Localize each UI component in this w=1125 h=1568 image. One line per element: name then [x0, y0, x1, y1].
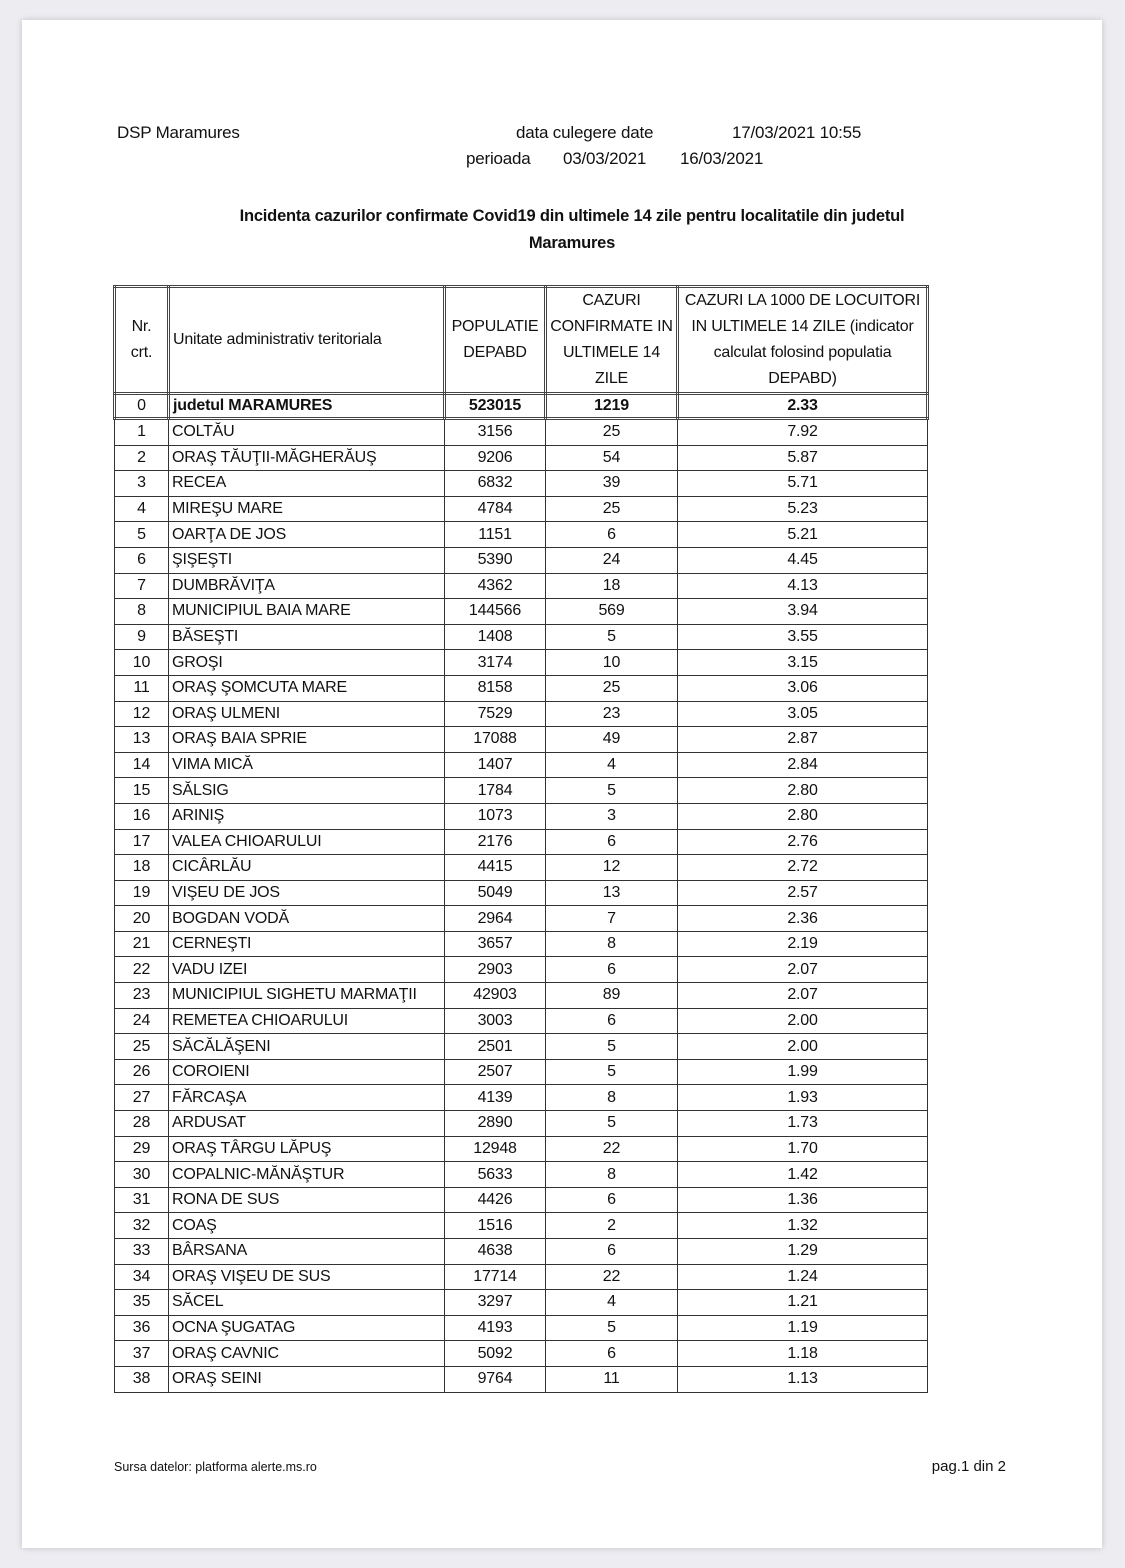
- cell-population: 5049: [445, 880, 546, 906]
- collection-date-label: data culegere date: [516, 123, 654, 142]
- cell-cases: 25: [546, 675, 678, 701]
- table-row: [115, 1085, 928, 1111]
- cell-population: 3156: [445, 419, 546, 446]
- cell-rate: 3.15: [678, 650, 928, 676]
- period-end: 16/03/2021: [680, 149, 764, 168]
- table-row: [115, 1341, 928, 1367]
- cell-name: SĂCEL: [169, 1290, 445, 1316]
- cell-rate: 5.71: [678, 471, 928, 497]
- cell-nr: 6: [115, 547, 169, 573]
- cell-rate: 1.73: [678, 1111, 928, 1137]
- cell-nr: 19: [115, 880, 169, 906]
- document-page: [22, 20, 1102, 1548]
- cell-nr: 15: [115, 778, 169, 804]
- cell-population: 2176: [445, 829, 546, 855]
- table-row: [115, 445, 928, 471]
- cell-nr: 16: [115, 803, 169, 829]
- cell-rate: 5.87: [678, 445, 928, 471]
- cell-population: 7529: [445, 701, 546, 727]
- cell-cases: 6: [546, 1239, 678, 1265]
- cell-population: 2964: [445, 906, 546, 932]
- cell-population: 12948: [445, 1136, 546, 1162]
- cell-cases: 25: [546, 419, 678, 446]
- table-row: [115, 855, 928, 881]
- table-row: [115, 1008, 928, 1034]
- cell-population: 1516: [445, 1213, 546, 1239]
- cell-cases: 10: [546, 650, 678, 676]
- table-row: [115, 1290, 928, 1316]
- cell-rate: 2.07: [678, 983, 928, 1009]
- cell-nr: 1: [115, 419, 169, 446]
- cell-cases: 24: [546, 547, 678, 573]
- table-row: [115, 624, 928, 650]
- cell-rate: 4.13: [678, 573, 928, 599]
- cell-cases: 7: [546, 906, 678, 932]
- cell-population: 2501: [445, 1034, 546, 1060]
- table-row: [115, 957, 928, 983]
- cell-cases: 5: [546, 1059, 678, 1085]
- cell-nr: 9: [115, 624, 169, 650]
- data-source-note: Sursa datelor: platforma alerte.ms.ro: [114, 1460, 317, 1474]
- cell-name: REMETEA CHIOARULUI: [169, 1008, 445, 1034]
- cell-cases: 13: [546, 880, 678, 906]
- cell-name: COAŞ: [169, 1213, 445, 1239]
- table-row: [115, 1239, 928, 1265]
- cell-rate: 2.36: [678, 906, 928, 932]
- cell-rate: 2.00: [678, 1034, 928, 1060]
- table-row: [115, 1315, 928, 1341]
- cell-rate: 3.06: [678, 675, 928, 701]
- table-row: [115, 931, 928, 957]
- cell-population: 4784: [445, 496, 546, 522]
- cell-rate: 1.18: [678, 1341, 928, 1367]
- cell-cases: 4: [546, 1290, 678, 1316]
- cell-rate: 2.07: [678, 957, 928, 983]
- cell-rate: 1.13: [678, 1366, 928, 1392]
- cell-cases: 5: [546, 624, 678, 650]
- cell-name: ORAŞ VIŞEU DE SUS: [169, 1264, 445, 1290]
- cell-rate: 2.33: [678, 394, 928, 419]
- cell-population: 2890: [445, 1111, 546, 1137]
- cell-nr: 33: [115, 1239, 169, 1265]
- cell-name: ARINIŞ: [169, 803, 445, 829]
- total-row: [115, 394, 928, 419]
- cell-nr: 29: [115, 1136, 169, 1162]
- cell-cases: 6: [546, 1341, 678, 1367]
- cell-name: RONA DE SUS: [169, 1187, 445, 1213]
- cell-nr: 31: [115, 1187, 169, 1213]
- table-row: [115, 701, 928, 727]
- cell-name: COPALNIC-MĂNĂŞTUR: [169, 1162, 445, 1188]
- cell-cases: 2: [546, 1213, 678, 1239]
- cell-cases: 6: [546, 829, 678, 855]
- cell-name: COROIENI: [169, 1059, 445, 1085]
- table-row: [115, 650, 928, 676]
- cell-name: ORAŞ CAVNIC: [169, 1341, 445, 1367]
- cell-name: RECEA: [169, 471, 445, 497]
- cell-cases: 5: [546, 1034, 678, 1060]
- table-row: [115, 471, 928, 497]
- cell-name: BÂRSANA: [169, 1239, 445, 1265]
- table-row: [115, 496, 928, 522]
- cell-cases: 6: [546, 1187, 678, 1213]
- cell-cases: 5: [546, 1111, 678, 1137]
- collection-datetime: 17/03/2021 10:55: [732, 123, 862, 142]
- cell-population: 17714: [445, 1264, 546, 1290]
- cell-rate: 2.00: [678, 1008, 928, 1034]
- cell-name: ORAŞ TĂUŢII-MĂGHERĂUŞ: [169, 445, 445, 471]
- cell-population: 3297: [445, 1290, 546, 1316]
- column-header-nr: Nr. crt.: [115, 287, 169, 394]
- title-line-1: Incidenta cazurilor confirmate Covid19 din ultimele 14 zile pentru localitatile din judetul: [239, 207, 905, 225]
- cell-rate: 5.23: [678, 496, 928, 522]
- cell-cases: 22: [546, 1136, 678, 1162]
- cell-name: ORAŞ ŞOMCUTA MARE: [169, 675, 445, 701]
- cell-rate: 1.70: [678, 1136, 928, 1162]
- cell-nr: 14: [115, 752, 169, 778]
- table-row: [115, 803, 928, 829]
- cell-population: 3657: [445, 931, 546, 957]
- cell-nr: 26: [115, 1059, 169, 1085]
- cell-cases: 8: [546, 1162, 678, 1188]
- table-row: [115, 983, 928, 1009]
- table-row: [115, 752, 928, 778]
- table-row: [115, 1264, 928, 1290]
- cell-cases: 8: [546, 1085, 678, 1111]
- cell-name: OARŢA DE JOS: [169, 522, 445, 548]
- cell-population: 4415: [445, 855, 546, 881]
- cell-nr: 17: [115, 829, 169, 855]
- cell-name: FĂRCAŞA: [169, 1085, 445, 1111]
- cell-population: 1407: [445, 752, 546, 778]
- table-row: [115, 522, 928, 548]
- cell-cases: 18: [546, 573, 678, 599]
- cell-nr: 22: [115, 957, 169, 983]
- cell-population: 3003: [445, 1008, 546, 1034]
- cell-name: CERNEŞTI: [169, 931, 445, 957]
- cell-nr: 20: [115, 906, 169, 932]
- cell-name: judetul MARAMURES: [169, 394, 445, 419]
- cell-rate: 1.24: [678, 1264, 928, 1290]
- cell-population: 17088: [445, 727, 546, 753]
- cell-nr: 12: [115, 701, 169, 727]
- cell-population: 9206: [445, 445, 546, 471]
- cell-nr: 24: [115, 1008, 169, 1034]
- table-row: [115, 1213, 928, 1239]
- cell-rate: 3.94: [678, 599, 928, 625]
- column-header-rate: CAZURI LA 1000 DE LOCUITORI IN ULTIMELE 14 ZILE (indicator calculat folosind populatia DEPABD): [678, 287, 928, 394]
- cell-cases: 5: [546, 1315, 678, 1341]
- cell-rate: 4.45: [678, 547, 928, 573]
- incidence-table: [113, 285, 929, 1393]
- cell-nr: 35: [115, 1290, 169, 1316]
- cell-rate: 2.76: [678, 829, 928, 855]
- title-line-2: Maramures: [528, 234, 616, 252]
- cell-nr: 7: [115, 573, 169, 599]
- cell-nr: 2: [115, 445, 169, 471]
- cell-cases: 89: [546, 983, 678, 1009]
- cell-cases: 4: [546, 752, 678, 778]
- cell-cases: 6: [546, 522, 678, 548]
- cell-cases: 569: [546, 599, 678, 625]
- cell-name: MUNICIPIUL SIGHETU MARMAŢII: [169, 983, 445, 1009]
- report-title: [132, 203, 1012, 257]
- column-header-population: POPULATIE DEPABD: [445, 287, 546, 394]
- cell-cases: 6: [546, 957, 678, 983]
- cell-cases: 54: [546, 445, 678, 471]
- cell-rate: 2.72: [678, 855, 928, 881]
- table-row: [115, 419, 928, 446]
- cell-name: DUMBRĂVIŢA: [169, 573, 445, 599]
- cell-name: ORAŞ ULMENI: [169, 701, 445, 727]
- table-row: [115, 727, 928, 753]
- cell-name: ORAŞ SEINI: [169, 1366, 445, 1392]
- cell-rate: 1.42: [678, 1162, 928, 1188]
- period-label: perioada: [466, 149, 531, 168]
- table-row: [115, 1034, 928, 1060]
- cell-nr: 23: [115, 983, 169, 1009]
- cell-nr: 10: [115, 650, 169, 676]
- cell-nr: 5: [115, 522, 169, 548]
- cell-rate: 2.80: [678, 778, 928, 804]
- cell-cases: 25: [546, 496, 678, 522]
- cell-population: 1073: [445, 803, 546, 829]
- cell-nr: 36: [115, 1315, 169, 1341]
- table-row: [115, 1111, 928, 1137]
- cell-population: 5092: [445, 1341, 546, 1367]
- cell-rate: 3.55: [678, 624, 928, 650]
- cell-cases: 3: [546, 803, 678, 829]
- cell-nr: 38: [115, 1366, 169, 1392]
- cell-name: ARDUSAT: [169, 1111, 445, 1137]
- cell-cases: 6: [546, 1008, 678, 1034]
- table-header-row: [115, 287, 928, 394]
- cell-cases: 12: [546, 855, 678, 881]
- cell-nr: 37: [115, 1341, 169, 1367]
- cell-cases: 49: [546, 727, 678, 753]
- cell-rate: 1.93: [678, 1085, 928, 1111]
- cell-nr: 13: [115, 727, 169, 753]
- cell-population: 2507: [445, 1059, 546, 1085]
- cell-population: 5390: [445, 547, 546, 573]
- cell-name: ŞIŞEŞTI: [169, 547, 445, 573]
- cell-nr: 28: [115, 1111, 169, 1137]
- cell-nr: 4: [115, 496, 169, 522]
- cell-nr: 11: [115, 675, 169, 701]
- cell-population: 4193: [445, 1315, 546, 1341]
- table-row: [115, 599, 928, 625]
- cell-nr: 34: [115, 1264, 169, 1290]
- table-row: [115, 778, 928, 804]
- cell-nr: 25: [115, 1034, 169, 1060]
- table-row: [115, 906, 928, 932]
- cell-rate: 5.21: [678, 522, 928, 548]
- table-row: [115, 1136, 928, 1162]
- cell-nr: 30: [115, 1162, 169, 1188]
- cell-nr: 0: [115, 394, 169, 419]
- page-number: pag.1 din 2: [931, 1458, 1006, 1475]
- table-row: [115, 573, 928, 599]
- cell-name: MIREŞU MARE: [169, 496, 445, 522]
- cell-name: ORAŞ BAIA SPRIE: [169, 727, 445, 753]
- cell-rate: 1.99: [678, 1059, 928, 1085]
- cell-name: COLTĂU: [169, 419, 445, 446]
- cell-nr: 3: [115, 471, 169, 497]
- cell-nr: 32: [115, 1213, 169, 1239]
- cell-name: VIMA MICĂ: [169, 752, 445, 778]
- cell-name: VALEA CHIOARULUI: [169, 829, 445, 855]
- cell-population: 1784: [445, 778, 546, 804]
- cell-nr: 8: [115, 599, 169, 625]
- cell-cases: 8: [546, 931, 678, 957]
- cell-rate: 1.19: [678, 1315, 928, 1341]
- cell-rate: 2.84: [678, 752, 928, 778]
- cell-population: 4638: [445, 1239, 546, 1265]
- cell-population: 6832: [445, 471, 546, 497]
- cell-name: CICÂRLĂU: [169, 855, 445, 881]
- cell-population: 5633: [445, 1162, 546, 1188]
- cell-name: OCNA ŞUGATAG: [169, 1315, 445, 1341]
- table-row: [115, 829, 928, 855]
- cell-name: VIŞEU DE JOS: [169, 880, 445, 906]
- cell-population: 42903: [445, 983, 546, 1009]
- cell-rate: 2.87: [678, 727, 928, 753]
- table-row: [115, 675, 928, 701]
- table-row: [115, 1162, 928, 1188]
- organization-name: DSP Maramures: [117, 123, 240, 142]
- column-header-cases: CAZURI CONFIRMATE IN ULTIMELE 14 ZILE: [546, 287, 678, 394]
- cell-population: 4362: [445, 573, 546, 599]
- cell-rate: 2.19: [678, 931, 928, 957]
- cell-rate: 2.80: [678, 803, 928, 829]
- cell-rate: 3.05: [678, 701, 928, 727]
- cell-rate: 1.32: [678, 1213, 928, 1239]
- cell-rate: 2.57: [678, 880, 928, 906]
- table-row: [115, 1366, 928, 1392]
- cell-name: SĂCĂLĂŞENI: [169, 1034, 445, 1060]
- cell-name: GROŞI: [169, 650, 445, 676]
- cell-rate: 1.29: [678, 1239, 928, 1265]
- cell-nr: 18: [115, 855, 169, 881]
- cell-nr: 21: [115, 931, 169, 957]
- cell-name: SĂLSIG: [169, 778, 445, 804]
- column-header-uat: Unitate administrativ teritoriala: [169, 287, 445, 394]
- cell-population: 4426: [445, 1187, 546, 1213]
- cell-name: VADU IZEI: [169, 957, 445, 983]
- cell-rate: 7.92: [678, 419, 928, 446]
- cell-cases: 1219: [546, 394, 678, 419]
- table-row: [115, 1187, 928, 1213]
- period-start: 03/03/2021: [563, 149, 647, 168]
- cell-cases: 23: [546, 701, 678, 727]
- cell-cases: 11: [546, 1366, 678, 1392]
- cell-population: 3174: [445, 650, 546, 676]
- cell-population: 1408: [445, 624, 546, 650]
- cell-name: BOGDAN VODĂ: [169, 906, 445, 932]
- cell-cases: 39: [546, 471, 678, 497]
- cell-population: 4139: [445, 1085, 546, 1111]
- cell-rate: 1.21: [678, 1290, 928, 1316]
- cell-rate: 1.36: [678, 1187, 928, 1213]
- cell-population: 144566: [445, 599, 546, 625]
- cell-population: 9764: [445, 1366, 546, 1392]
- cell-population: 8158: [445, 675, 546, 701]
- table-row: [115, 1059, 928, 1085]
- cell-cases: 5: [546, 778, 678, 804]
- table-row: [115, 547, 928, 573]
- cell-name: BĂSEŞTI: [169, 624, 445, 650]
- cell-name: MUNICIPIUL BAIA MARE: [169, 599, 445, 625]
- cell-nr: 27: [115, 1085, 169, 1111]
- cell-population: 1151: [445, 522, 546, 548]
- cell-name: ORAŞ TÂRGU LĂPUŞ: [169, 1136, 445, 1162]
- cell-population: 523015: [445, 394, 546, 419]
- cell-cases: 22: [546, 1264, 678, 1290]
- cell-population: 2903: [445, 957, 546, 983]
- table-row: [115, 880, 928, 906]
